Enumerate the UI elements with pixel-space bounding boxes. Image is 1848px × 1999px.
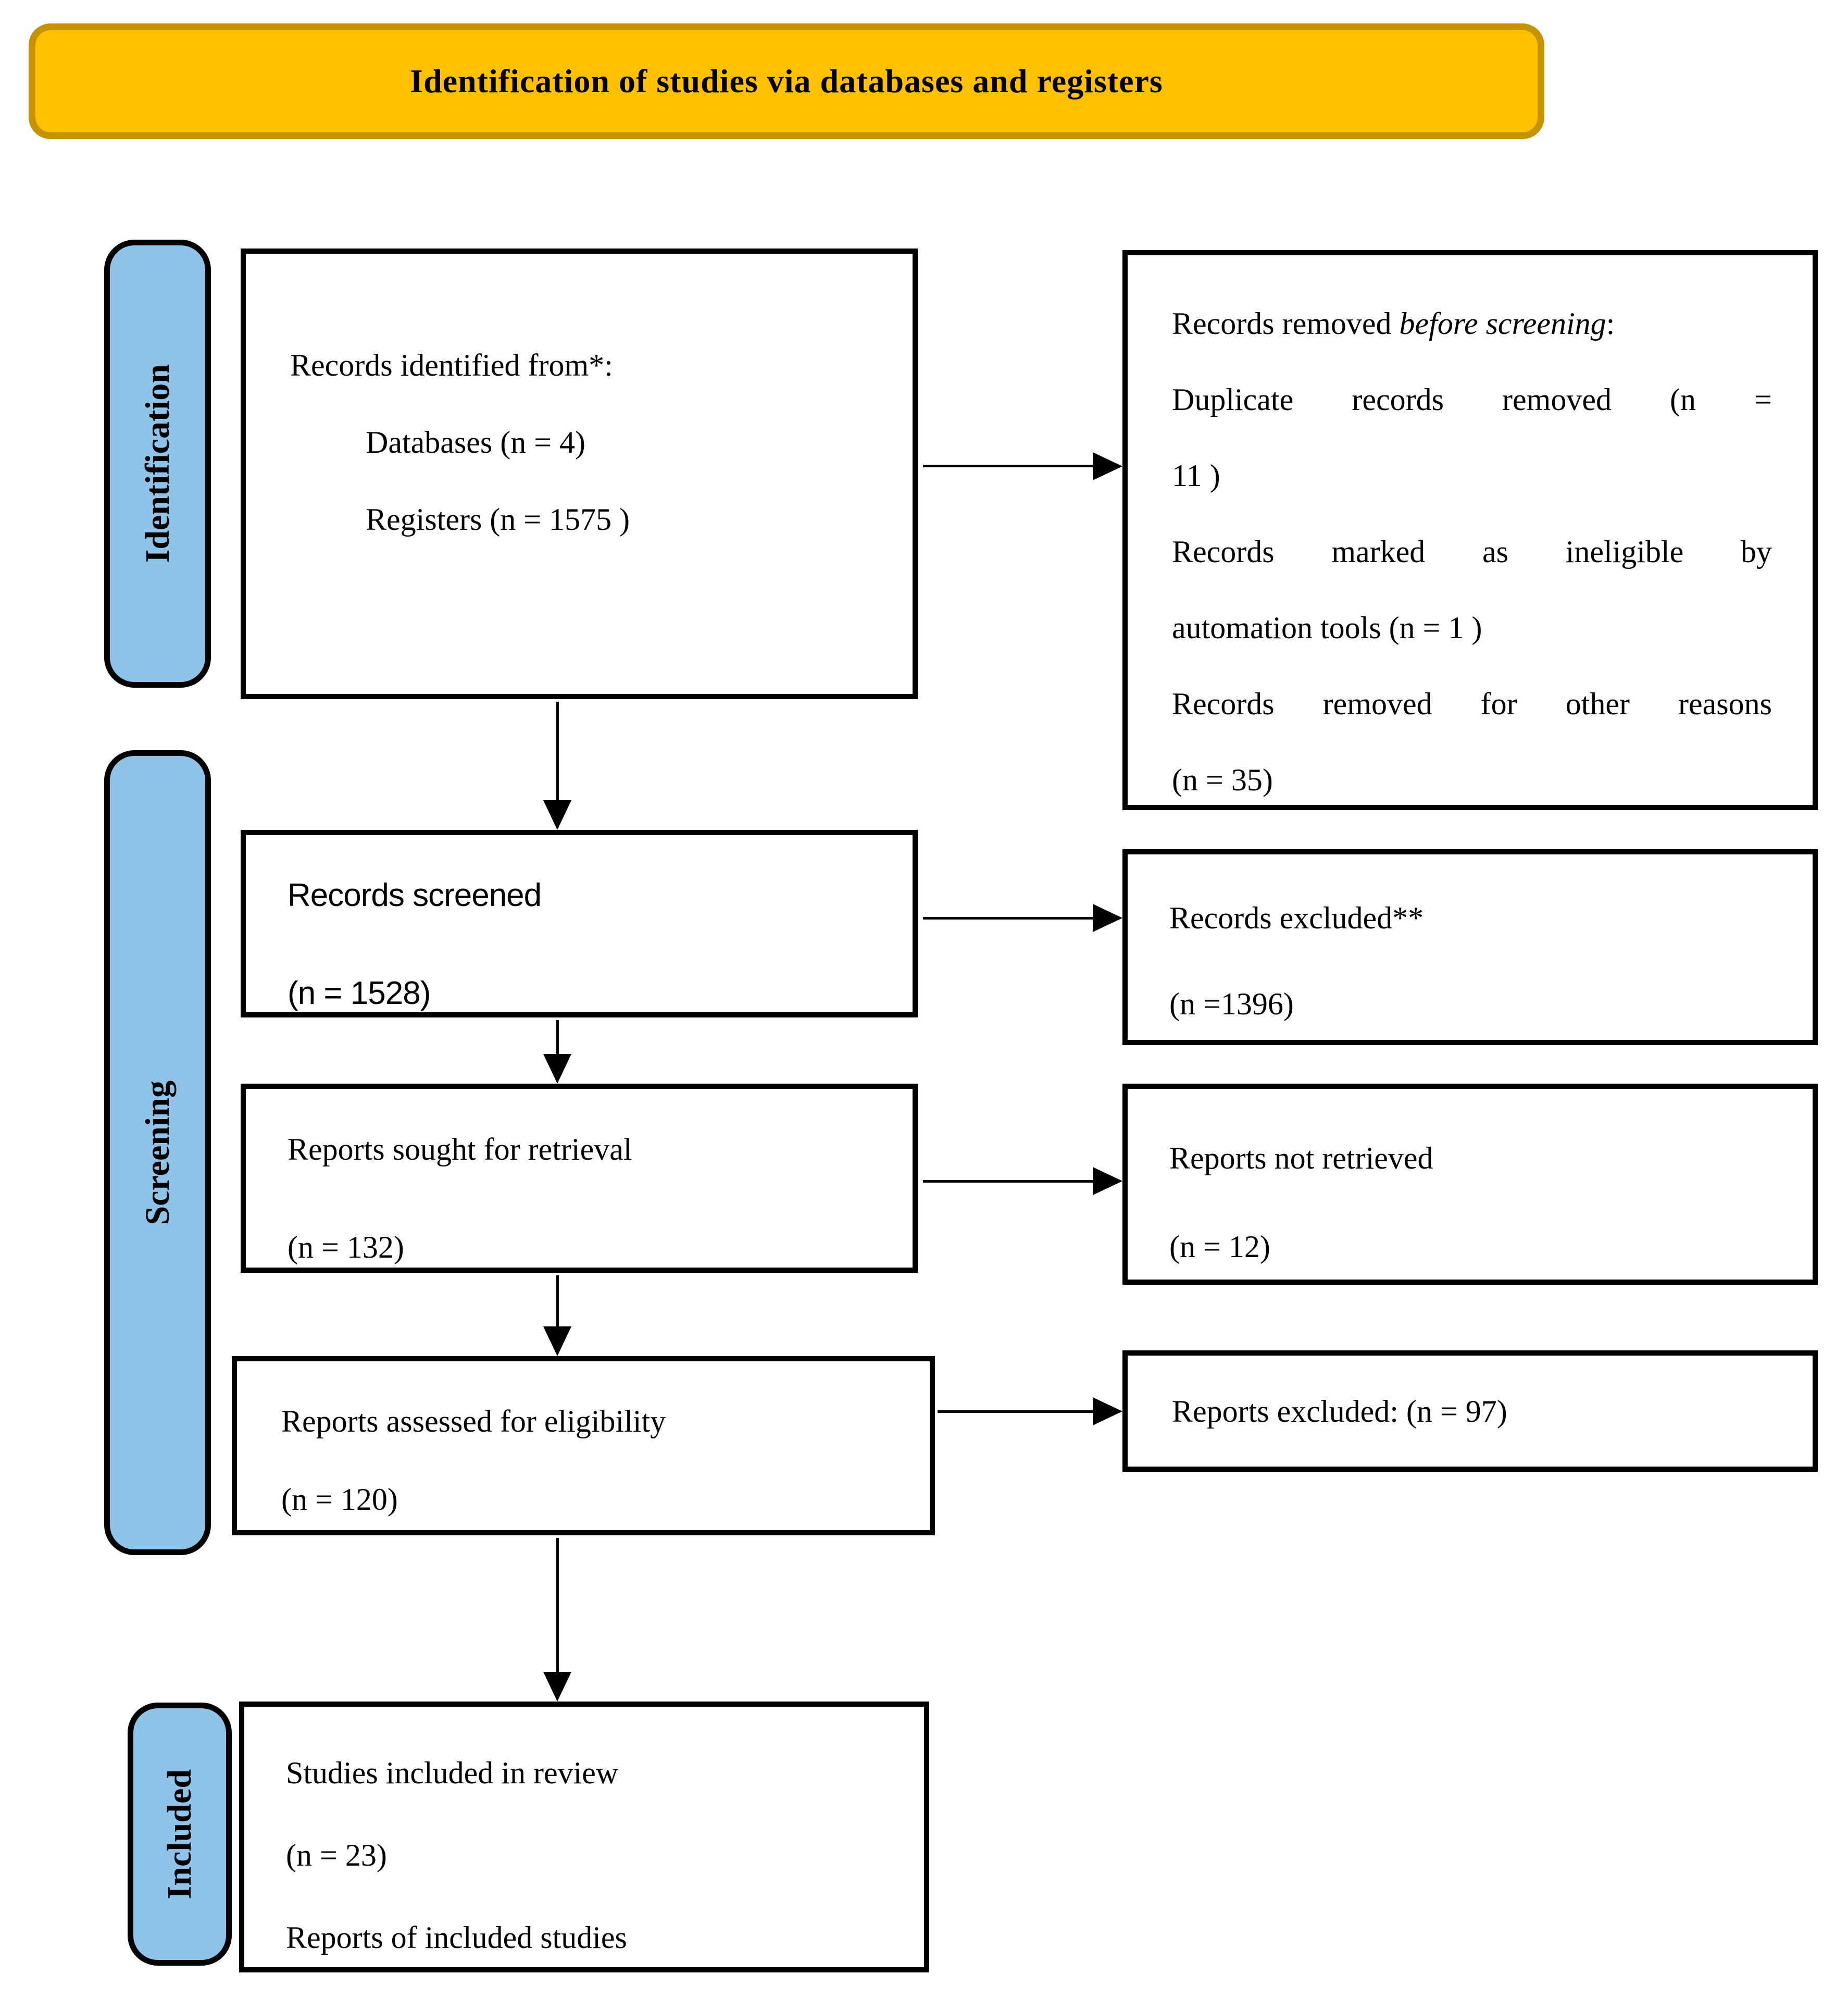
box-records-screened bbox=[241, 830, 918, 1017]
records-removed-heading-prefix: Records removed bbox=[1172, 306, 1400, 341]
arrow-down-icon bbox=[543, 1326, 571, 1356]
stage-label-included-text: Included bbox=[160, 1769, 198, 1899]
arrow-screened-to-excluded-line bbox=[923, 917, 1094, 920]
studies-included-line1: Studies included in review bbox=[286, 1756, 619, 1790]
reports-sought-line2: (n = 132) bbox=[288, 1230, 404, 1264]
records-removed-duplicates-line2: 11 ) bbox=[1172, 458, 1220, 493]
arrow-right-icon bbox=[1093, 1397, 1122, 1425]
arrow-identified-to-screened-line bbox=[556, 702, 559, 802]
reports-assessed-line1: Reports assessed for eligibility bbox=[281, 1404, 666, 1438]
records-removed-heading-italic: before screening bbox=[1399, 306, 1606, 341]
arrow-identified-to-removed-line bbox=[923, 465, 1094, 467]
records-identified-item-registers: Registers (n = 1575 ) bbox=[366, 502, 630, 537]
reports-not-retrieved-line2: (n = 12) bbox=[1169, 1230, 1270, 1264]
arrow-assessed-to-excluded-line bbox=[938, 1410, 1094, 1413]
box-records-excluded bbox=[1122, 849, 1818, 1045]
arrow-down-icon bbox=[543, 1672, 571, 1702]
records-removed-automation-line2: automation tools (n = 1 ) bbox=[1172, 611, 1482, 645]
records-removed-heading bbox=[1172, 285, 1772, 362]
records-screened-line1: Records screened bbox=[288, 877, 542, 913]
records-removed-heading-suffix: : bbox=[1606, 306, 1615, 341]
arrow-right-icon bbox=[1093, 1167, 1122, 1195]
stage-label-identification-text: Identification bbox=[138, 364, 177, 563]
stage-label-included bbox=[128, 1703, 232, 1966]
reports-sought-line1: Reports sought for retrieval bbox=[288, 1132, 632, 1166]
arrow-screened-to-sought-line bbox=[556, 1020, 559, 1056]
stage-label-screening bbox=[104, 750, 211, 1555]
arrow-assessed-to-included-line bbox=[556, 1538, 559, 1672]
records-identified-item-databases: Databases (n = 4) bbox=[366, 425, 586, 460]
arrow-sought-to-assessed-line bbox=[556, 1275, 559, 1327]
records-removed-automation-line1: Records marked as ineligible by bbox=[1172, 535, 1772, 569]
studies-included-line3: Reports of included studies bbox=[286, 1920, 627, 1955]
stage-label-screening-text: Screening bbox=[138, 1080, 177, 1225]
arrow-sought-to-not-retrieved-line bbox=[923, 1180, 1094, 1183]
stage-label-identification bbox=[104, 240, 211, 688]
records-excluded-line2: (n =1396) bbox=[1169, 987, 1294, 1021]
records-removed-other-line2: (n = 35) bbox=[1172, 763, 1273, 797]
arrow-right-icon bbox=[1093, 904, 1122, 932]
box-reports-sought bbox=[241, 1084, 918, 1273]
reports-not-retrieved-line1: Reports not retrieved bbox=[1169, 1141, 1433, 1175]
records-identified-heading: Records identified from*: bbox=[290, 348, 613, 382]
page-title: Identification of studies via databases and registers bbox=[410, 63, 1163, 100]
box-studies-included bbox=[239, 1702, 929, 1972]
reports-assessed-line2: (n = 120) bbox=[281, 1482, 398, 1517]
arrow-right-icon bbox=[1093, 452, 1122, 480]
box-reports-excluded bbox=[1122, 1350, 1818, 1472]
records-screened-line2: (n = 1528) bbox=[288, 975, 431, 1011]
box-records-identified bbox=[241, 249, 918, 699]
studies-included-line2: (n = 23) bbox=[286, 1838, 387, 1872]
header-banner bbox=[29, 23, 1544, 139]
box-reports-assessed bbox=[232, 1356, 935, 1535]
arrow-down-icon bbox=[543, 1054, 571, 1084]
records-removed-other-line1: Records removed for other reasons bbox=[1172, 687, 1772, 721]
records-removed-duplicates-line1: Duplicate records removed (n = bbox=[1172, 382, 1772, 417]
box-reports-not-retrieved bbox=[1122, 1084, 1818, 1285]
box-records-removed bbox=[1122, 250, 1818, 810]
records-excluded-line1: Records excluded** bbox=[1169, 901, 1424, 935]
arrow-down-icon bbox=[543, 800, 571, 830]
reports-excluded-line1: Reports excluded: (n = 97) bbox=[1172, 1394, 1507, 1429]
